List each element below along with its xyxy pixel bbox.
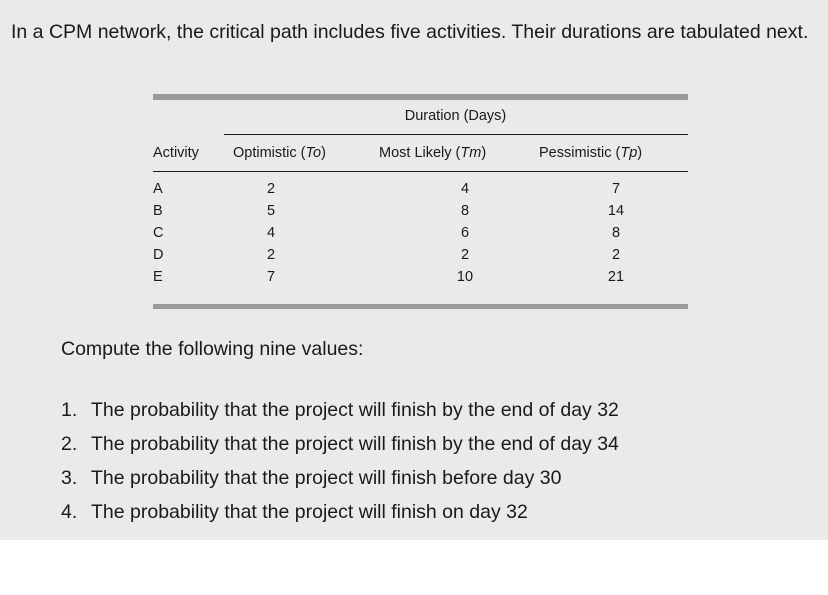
item-number: 1. xyxy=(61,399,78,421)
group-header: Duration (Days) xyxy=(404,108,507,124)
question-list xyxy=(61,393,619,529)
group-header-rule xyxy=(224,134,688,135)
cell-pessimistic: 2 xyxy=(611,247,621,263)
table-row xyxy=(153,247,688,269)
cell-most-likely: 10 xyxy=(456,269,474,285)
table-row xyxy=(153,203,688,225)
cell-activity: E xyxy=(153,269,163,285)
list-item xyxy=(61,427,619,461)
table-row xyxy=(153,181,688,203)
item-number: 2. xyxy=(61,433,78,455)
cell-most-likely: 2 xyxy=(460,247,470,263)
cell-activity: A xyxy=(153,181,163,197)
col-pessimistic: Pessimistic (Tp) xyxy=(539,145,643,161)
item-text: The probability that the project will finish before day 30 xyxy=(91,467,562,489)
cell-optimistic: 4 xyxy=(266,225,276,241)
cell-pessimistic: 8 xyxy=(611,225,621,241)
table-row xyxy=(153,225,688,247)
cell-most-likely: 6 xyxy=(460,225,470,241)
table-bottom-rule xyxy=(153,304,688,309)
cell-optimistic: 5 xyxy=(266,203,276,219)
cell-activity: B xyxy=(153,203,163,219)
col-activity: Activity xyxy=(153,145,199,161)
cell-optimistic: 2 xyxy=(266,247,276,263)
cell-pessimistic: 7 xyxy=(611,181,621,197)
col-most-likely: Most Likely (Tm) xyxy=(379,145,487,161)
col-optimistic: Optimistic (To) xyxy=(233,145,326,161)
cell-activity: D xyxy=(153,247,164,263)
cell-pessimistic: 21 xyxy=(607,269,625,285)
item-text: The probability that the project will finish on day 32 xyxy=(91,501,528,523)
table-top-rule xyxy=(153,94,688,100)
lead-text: Compute the following nine values: xyxy=(61,338,364,360)
cell-activity: C xyxy=(153,225,164,241)
cell-pessimistic: 14 xyxy=(607,203,625,219)
duration-table xyxy=(153,94,688,285)
header-rule xyxy=(153,171,688,172)
cell-optimistic: 2 xyxy=(266,181,276,197)
intro-text: In a CPM network, the critical path includes five activities. Their durations are tabulated next. xyxy=(11,21,809,43)
list-item xyxy=(61,495,619,529)
item-text: The probability that the project will finish by the end of day 32 xyxy=(91,399,619,421)
item-number: 4. xyxy=(61,501,78,523)
item-number: 3. xyxy=(61,467,78,489)
table-row xyxy=(153,269,688,291)
cell-most-likely: 8 xyxy=(460,203,470,219)
item-text: The probability that the project will finish by the end of day 34 xyxy=(91,433,619,455)
cell-optimistic: 7 xyxy=(266,269,276,285)
list-item xyxy=(61,461,619,495)
list-item xyxy=(61,393,619,427)
cell-most-likely: 4 xyxy=(460,181,470,197)
